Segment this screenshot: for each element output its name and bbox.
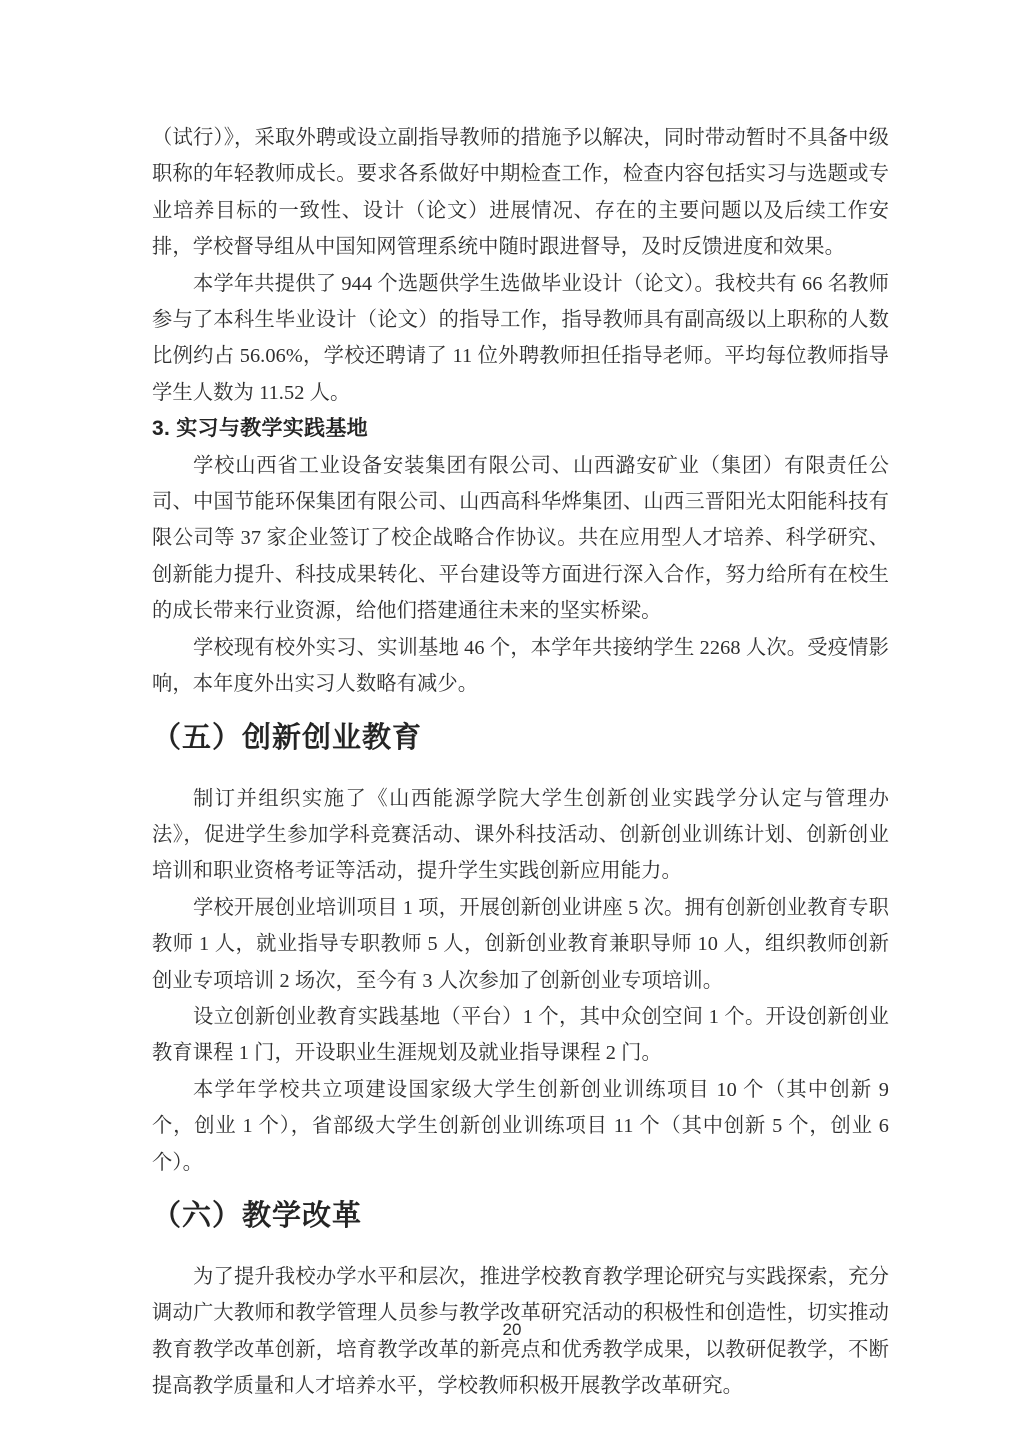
paragraph-innovation-credits: 制订并组织实施了《山西能源学院大学生创新创业实践学分认定与管理办法》，促进学生参加学科竞赛活动、课外科技活动、创新创业训练计划、创新创业培训和职业资格考证等活动，提升学生实践创新应用能力。: [152, 787, 889, 883]
page-content: [152, 120, 889, 1405]
page-number: 20: [502, 1320, 522, 1339]
paragraph-trial-measures: （试行）》，采取外聘或设立副指导教师的措施予以解决，同时带动暂时不具备中级职称的年轻教师成长。要求各系做好中期检查工作，检查内容包括实习与选题或专业培养目标的一致性、设计（论文）进展情况、存在的主要问题以及后续工作安排，学校督导组从中国知网管理系统中随时跟进督导，及时反馈进度和效果。: [152, 127, 889, 259]
paragraph-innovation-platform: 设立创新创业教育实践基地（平台）1 个，其中众创空间 1 个。开设创新创业教育课程 1 门，开设职业生涯规划及就业指导课程 2 门。: [152, 1005, 889, 1065]
paragraph-teaching-reform-intro: 为了提升我校办学水平和层次，推进学校教育教学理论研究与实践探索，充分调动广大教师和教学管理人员参与教学改革研究活动的积极性和创造性，切实推动教育教学改革创新，培育教学改革的新亮点和优秀教学成果，以教研促教学，不断提高教学质量和人才培养水平，学校教师积极开展教学改革研究。: [152, 1265, 889, 1398]
paragraph-innovation-projects: 本学年学校共立项建设国家级大学生创新创业训练项目 10 个（其中创新 9 个，创业 1 个），省部级大学生创新创业训练项目 11 个（其中创新 5 个，创业 6 个）。: [152, 1078, 889, 1174]
section-heading-teaching-reform: （六）教学改革: [152, 1199, 363, 1232]
paragraph-practice-bases-count: 学校现有校外实习、实训基地 46 个，本学年共接纳学生 2268 人次。受疫情影响，本年度外出实习人数略有减少。: [152, 636, 889, 696]
paragraph-innovation-training: 学校开展创业培训项目 1 项，开展创新创业讲座 5 次。拥有创新创业教育专职教师 1 人，就业指导专职教师 5 人，创新创业教育兼职导师 10 人，组织教师创新创业专项培训 2 场次，至今有 3 人次参加了创新创业专项培训。: [152, 896, 889, 992]
paragraph-thesis-topics: 本学年共提供了 944 个选题供学生选做毕业设计（论文）。我校共有 66 名教师参与了本科生毕业设计（论文）的指导工作，指导教师具有副高级以上职称的人数比例约占 56.06%，学校还聘请了 11 位外聘教师担任指导老师。平均每位教师指导学生人数为 11.52 人。: [152, 272, 889, 404]
section-heading-innovation-education: （五）创新创业教育: [152, 721, 423, 754]
subsection-heading-practice-bases: 3. 实习与教学实践基地: [152, 417, 368, 441]
paragraph-enterprise-cooperation: 学校山西省工业设备安装集团有限公司、山西潞安矿业（集团）有限责任公司、中国节能环保集团有限公司、山西高科华烨集团、山西三晋阳光太阳能科技有限公司等 37 家企业签订了校企战略合作协议。共在应用型人才培养、科学研究、创新能力提升、科技成果转化、平台建设等方面进行深入合作，努力给所有在校生的成长带来行业资源，给他们搭建通往未来的坚实桥梁。: [152, 454, 889, 623]
